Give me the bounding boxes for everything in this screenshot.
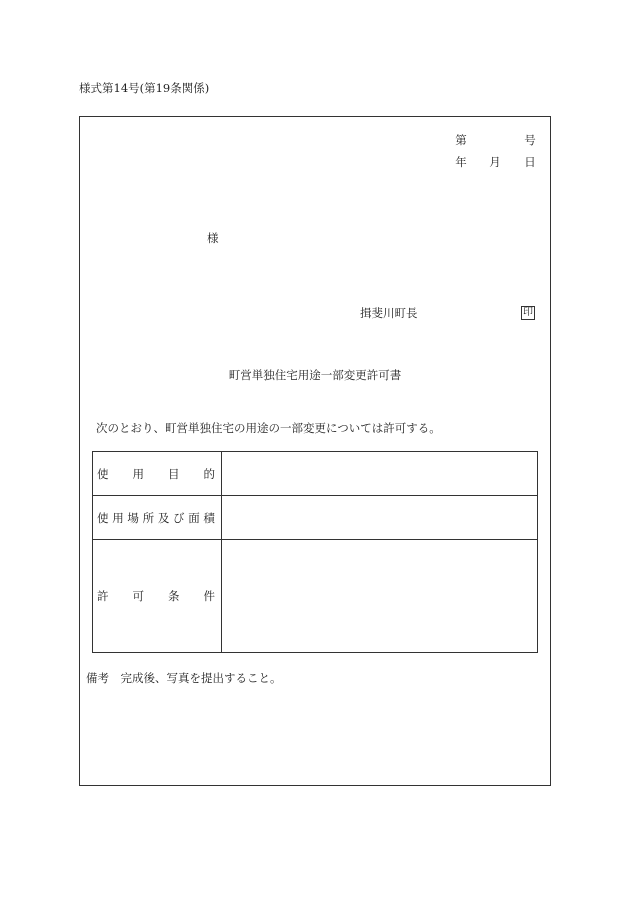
date-year: 年 bbox=[455, 155, 467, 169]
conditions-label-cell bbox=[93, 540, 222, 652]
date-month: 月 bbox=[489, 155, 501, 169]
location-area-value-cell bbox=[222, 496, 537, 539]
label-char: 許 bbox=[97, 589, 109, 603]
addressee-suffix: 様 bbox=[207, 231, 219, 245]
label-char: 的 bbox=[203, 466, 215, 481]
date-day: 日 bbox=[524, 155, 536, 169]
document-title: 町営単独住宅用途一部変更許可書 bbox=[228, 368, 402, 382]
label-char: 用 bbox=[112, 510, 124, 525]
permit-table bbox=[92, 451, 538, 653]
label-char: 及 bbox=[157, 510, 170, 525]
label-char: 使 bbox=[97, 466, 109, 481]
purpose-label-cell bbox=[93, 452, 222, 495]
form-number: 様式第14号(第19条関係) bbox=[79, 81, 210, 95]
label-char: び bbox=[173, 510, 185, 525]
label-char: 用 bbox=[132, 466, 144, 481]
table-row-purpose bbox=[93, 452, 537, 495]
label-char: 目 bbox=[168, 466, 180, 481]
location-area-label-cell bbox=[93, 496, 222, 539]
body-text: 次のとおり、町営単独住宅の用途の一部変更については許可する。 bbox=[96, 421, 441, 435]
label-char: 面 bbox=[188, 510, 200, 525]
label-char: 件 bbox=[203, 589, 215, 603]
label-char: 条 bbox=[168, 589, 180, 603]
label-char: 使 bbox=[97, 510, 109, 525]
label-char: 可 bbox=[132, 589, 144, 603]
issuer: 揖斐川町長 bbox=[360, 306, 418, 320]
label-char: 場 bbox=[127, 510, 139, 525]
remarks-note: 備考 完成後、写真を提出すること。 bbox=[86, 671, 282, 685]
seal-mark: 印 bbox=[523, 307, 533, 318]
conditions-value-cell bbox=[222, 540, 537, 652]
table-row-conditions bbox=[93, 539, 537, 652]
number-prefix: 第 bbox=[455, 133, 467, 147]
location-area-label bbox=[97, 511, 215, 525]
permit-document-frame bbox=[79, 116, 551, 786]
table-row-location-area bbox=[93, 495, 537, 539]
purpose-label bbox=[97, 467, 215, 481]
label-char: 所 bbox=[142, 510, 155, 525]
conditions-label bbox=[97, 589, 215, 603]
label-char: 積 bbox=[203, 510, 215, 525]
number-suffix: 号 bbox=[524, 133, 536, 147]
purpose-value-cell bbox=[222, 452, 537, 495]
